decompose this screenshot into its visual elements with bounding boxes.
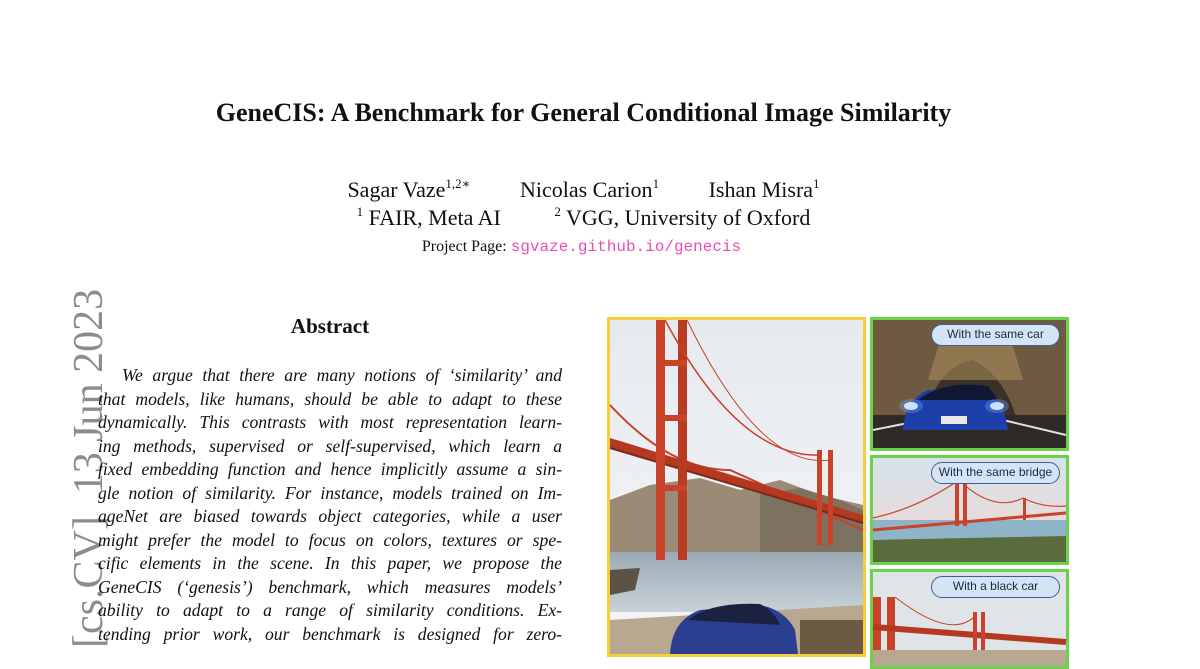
abstract-heading: Abstract	[290, 314, 370, 338]
author-affiliation-mark: 1	[813, 176, 820, 191]
arxiv-category: [cs.CV]	[66, 516, 112, 648]
abstract-line: cific elements in the scene. In this paper, we propose the	[98, 553, 562, 573]
author-name: Ishan Misra	[708, 177, 814, 202]
affiliation-mark: 1	[356, 204, 364, 219]
author-list	[0, 177, 1167, 203]
target-image-same-bridge	[870, 455, 1069, 565]
author-1	[347, 177, 470, 203]
abstract-body	[98, 364, 562, 646]
affiliation-name: FAIR, Meta AI	[368, 205, 501, 230]
caption-same-bridge: With the same bridge	[931, 462, 1060, 484]
reference-image-panel	[607, 317, 866, 657]
caption-same-car: With the same car	[931, 324, 1060, 346]
abstract-line: ability to adapt to a range of similarity conditions. Ex-	[98, 600, 562, 620]
abstract-line: ageNet are biased towards object categories, while a user	[98, 506, 562, 526]
affiliation-name: VGG, University of Oxford	[565, 205, 811, 230]
affiliation-mark: 2	[554, 204, 561, 219]
author-2	[520, 177, 659, 203]
abstract-line: fixed embedding function and hence implicitly assume a sin-	[98, 459, 562, 479]
abstract-line: that models, like humans, should be able to adapt to these	[98, 388, 562, 409]
author-name: Nicolas Carion	[519, 177, 653, 202]
teaser-figure	[607, 317, 1069, 648]
target-image-same-car	[870, 317, 1069, 451]
project-page-label: Project Page:	[421, 238, 507, 255]
author-affiliation-mark: 1,2∗	[445, 176, 471, 191]
abstract-line: ing methods, supervised or self-supervised, which learn a	[98, 435, 562, 456]
abstract-line: We argue that there are many notions of ‘similarity’ and	[122, 365, 562, 385]
arxiv-date: 13 Jun 2023	[66, 288, 112, 495]
abstract-line: dynamically. This contrasts with most representation learn-	[98, 412, 562, 432]
abstract-line: gle notion of similarity. For instance, models trained on Im-	[98, 482, 562, 503]
author-name: Sagar Vaze	[347, 177, 446, 202]
golden-gate-bridge-with-car-image	[610, 320, 863, 654]
abstract-line: tending prior work, our benchmark is designed for zero-	[98, 623, 562, 644]
project-page	[0, 238, 1163, 256]
abstract-line: GeneCIS (‘genesis’) benchmark, which measures models’	[98, 576, 562, 597]
author-affiliation-mark: 1	[652, 176, 660, 191]
target-image-black-car	[870, 569, 1069, 669]
affiliation-2	[554, 205, 810, 231]
author-3	[709, 177, 820, 203]
paper-title: GeneCIS: A Benchmark for General Conditional Image Similarity	[215, 98, 952, 127]
affiliation-1	[357, 205, 501, 231]
project-page-link[interactable]: sgvaze.github.io/genecis	[510, 238, 742, 256]
caption-black-car: With a black car	[931, 576, 1060, 598]
arxiv-stamp	[29, 288, 112, 648]
affiliation-list	[0, 205, 1167, 231]
abstract-line: might prefer the model to focus on colors, textures or spe-	[98, 529, 562, 550]
